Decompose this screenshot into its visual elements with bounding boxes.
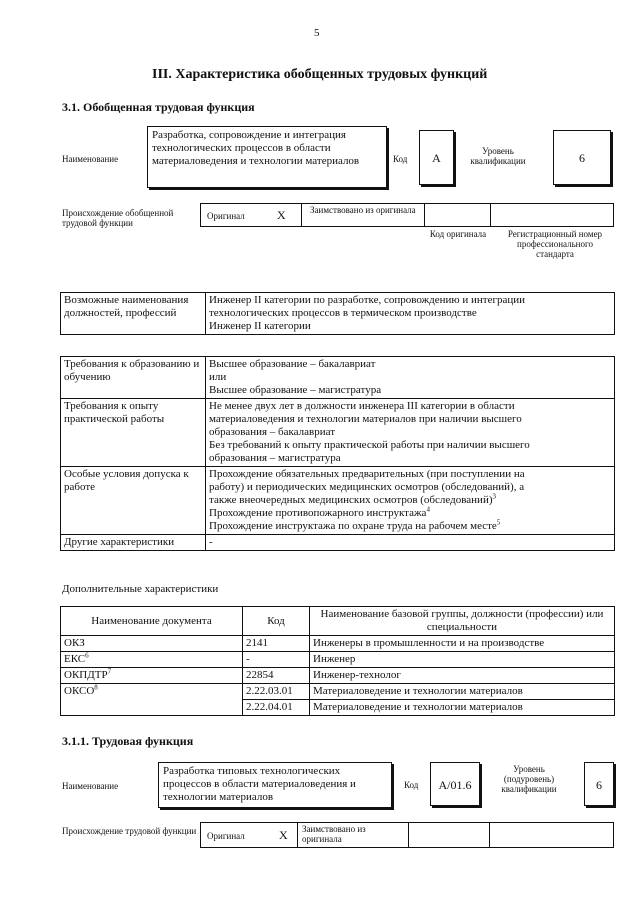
col-name-header: Наименование базовой группы, должности (профессии) или специальности [310,607,615,636]
requirements-table [60,356,615,551]
gtf-code-orig-cell [424,203,491,227]
requirement-line: Высшее образование – бакалавриат [209,358,376,370]
gtf-name-value: Разработка, сопровождение и интеграция технологических процессов в области материаловедения и технологии материалов [147,126,387,188]
gtf-origin-label: Происхождение обобщенной трудовой функции [62,208,174,228]
gtf-original-mark: X [277,208,286,222]
requirement-line: работу) и периодических медицинских осмотров (обследований), а [209,481,525,493]
additional-header-row [61,607,615,636]
tf-code-orig-cell [408,822,490,848]
additional-table [60,606,615,716]
gtf-code-orig-caption: Код оригинала [429,229,487,239]
requirement-line: Не менее двух лет в должности инженера III категории в области [209,400,515,412]
requirement-row [61,399,615,467]
gtf-level-label: Уровень квалификации [470,146,526,166]
footnote-ref: 8 [94,683,98,692]
gtf-code-label: Код [393,154,408,164]
gtf-borrowed-cell: Заимствовано из оригинала [301,203,425,227]
table-row [61,652,615,668]
requirement-row [61,467,615,535]
gtf-name-label: Наименование [62,154,119,164]
positions-line: Инженер II категории по разработке, сопровождению и интеграции [209,294,526,306]
tf-name-value: Разработка типовых технологических процессов в области материаловедения и технологии материалов [158,762,392,808]
footnote-ref: 6 [85,651,89,660]
footnote-ref: 5 [496,518,501,527]
requirement-line [209,507,611,520]
requirement-line: образования – магистратура [209,452,341,464]
name-cell: Материаловедение и технологии материалов [310,700,615,716]
additional-heading: Дополнительные характеристики [62,583,219,595]
doc-text: ОКСО [64,685,95,697]
requirement-line: материаловедения и технологии материалов при наличии высшего [209,413,522,425]
gtf-reg-number-cell [490,203,614,227]
tf-code-label: Код [404,780,419,790]
requirement-label: Требования к образованию и обучению [61,357,206,399]
name-cell: Инженеры в промышленности и на производстве [310,636,615,652]
requirement-value [206,399,615,467]
footnote-ref: 7 [107,667,112,676]
positions-label: Возможные наименования должностей, профессий [61,293,206,335]
requirement-line: Высшее образование – магистратура [209,384,382,396]
doc-text: ОКЗ [64,637,85,649]
name-cell: Инженер [310,652,615,668]
gtf-reg-number-caption: Регистрационный номер профессионального стандарта [507,229,603,259]
page-number: 5 [314,27,320,39]
name-cell: Инженер-технолог [310,668,615,684]
code-cell: 2.22.03.01 [243,684,310,700]
footnote-ref: 3 [492,492,496,501]
requirement-row [61,535,615,551]
table-row [61,636,615,652]
requirement-value [206,357,615,399]
doc-cell [61,668,243,684]
positions-row [61,293,615,335]
tf-name-label: Наименование [62,781,119,791]
requirement-value [206,467,615,535]
requirement-line-text: Прохождение инструктажа по охране труда на рабочем месте [209,520,497,532]
requirement-label: Особые условия допуска к работе [61,467,206,535]
tf-code-value: А/01.6 [430,762,480,806]
tf-heading: 3.1.1. Трудовая функция [62,734,194,748]
col-code-header: Код [243,607,310,636]
col-doc-header: Наименование документа [61,607,243,636]
positions-value [206,293,615,335]
tf-original-mark: X [279,828,288,842]
doc-text: ОКПДТР [64,669,108,681]
tf-original-label: Оригинал [207,831,245,841]
doc-text: ЕКС [64,653,86,665]
requirement-line [209,494,611,507]
doc-cell [61,652,243,668]
code-cell: 2141 [243,636,310,652]
requirement-row [61,357,615,399]
requirement-line: Прохождение обязательных предварительных (при поступлении на [209,468,525,480]
name-cell: Материаловедение и технологии материалов [310,684,615,700]
positions-line: Инженер II категории [209,320,311,332]
tf-level-label: Уровень (подуровень) квалификации [501,764,557,794]
doc-cell [61,636,243,652]
requirement-label: Другие характеристики [61,535,206,551]
gtf-original-label: Оригинал [207,211,245,221]
requirement-line-text: также внеочередных медицинских осмотров (обследований) [209,494,493,506]
gtf-level-value: 6 [553,130,611,185]
doc-cell [61,684,243,716]
tf-original-cell [200,822,298,848]
table-row [61,684,615,700]
requirement-line-text: Прохождение противопожарного инструктажа [209,507,427,519]
gtf-heading: 3.1. Обобщенная трудовая функция [62,100,255,114]
requirement-line: Без требований к опыту практической работы при наличии высшего [209,439,530,451]
tf-reg-number-cell [489,822,614,848]
code-cell: 22854 [243,668,310,684]
code-cell: - [243,652,310,668]
section-title: III. Характеристика обобщенных трудовых функций [152,67,488,82]
tf-borrowed-cell: Заимствовано из оригинала [297,822,409,848]
table-row [61,668,615,684]
tf-level-value: 6 [584,762,614,806]
requirement-line [209,520,611,533]
requirement-label: Требования к опыту практической работы [61,399,206,467]
positions-table [60,292,615,335]
footnote-ref: 4 [426,505,430,514]
requirement-line: или [209,371,227,383]
requirement-value: - [206,535,615,551]
gtf-code-value: А [419,130,454,185]
positions-line: технологических процессов в термическом производстве [209,307,477,319]
requirement-line: образования – бакалавриат [209,426,336,438]
gtf-original-cell [200,203,302,227]
tf-origin-label: Происхождение трудовой функции [62,826,197,836]
code-cell: 2.22.04.01 [243,700,310,716]
